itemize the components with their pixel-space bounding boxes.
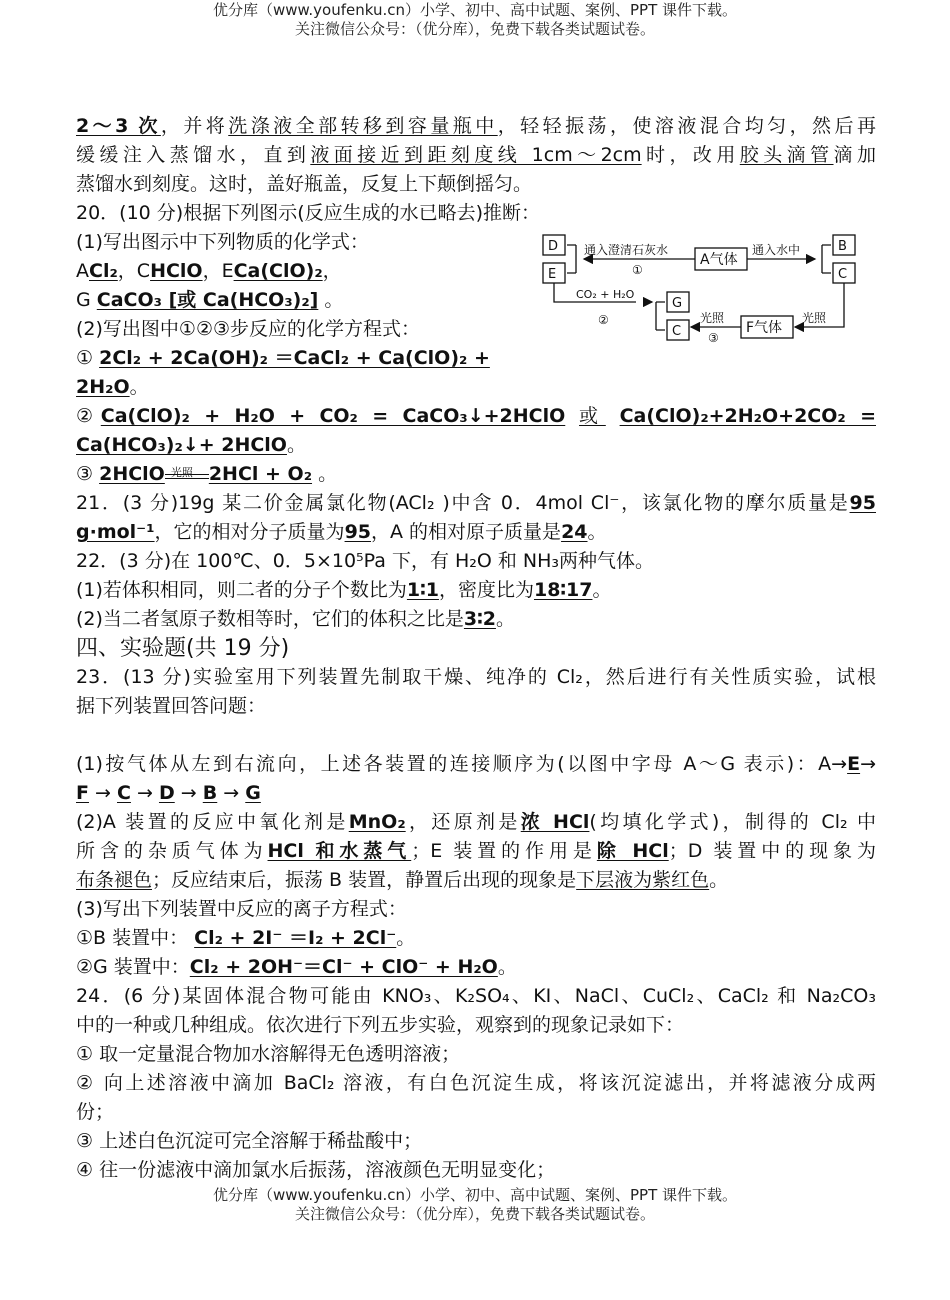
q21-line-1: [76, 489, 876, 518]
page-footer: [0, 1186, 950, 1224]
footer-line-2: 关注微信公众号：（优分库），免费下载各类试题试卷。: [294, 1205, 655, 1223]
q23-impurity: HCl 和水蒸气: [267, 840, 412, 862]
q19-line-1: [76, 112, 876, 141]
bracket-de: [567, 245, 576, 273]
q20-eq2-line-2: [76, 431, 876, 460]
q20-eq3-a: 2HClO: [99, 463, 165, 485]
q20-eq1-b: 2H₂O: [76, 376, 130, 398]
q19-text-3: 缓缓注入蒸馏水，直到: [76, 144, 311, 166]
q21-text-1: 21．(3 分)19g 某二价金属氯化物(ACl₂ )中含 0．4mol Cl⁻，该氯化物的摩尔质量是: [76, 492, 850, 514]
q23-p2d: 所含的杂质气体为: [76, 840, 268, 862]
eq-line-bottom: [165, 478, 209, 479]
q20-eq2-end: 。: [286, 434, 306, 456]
q23-p2b: ，还原剂是: [405, 811, 521, 833]
q20-label-g: G: [76, 289, 91, 311]
label-e: E: [548, 267, 557, 282]
q23-stem-2: 据下列装置回答问题：: [76, 695, 267, 717]
q20-eq2-line: [76, 402, 876, 431]
q23-b-phenomenon: 下层液为紫红色: [576, 869, 710, 891]
label-step-1: ①: [632, 263, 643, 277]
q20-answer-e: Ca(ClO)₂: [233, 260, 323, 282]
label-gas-f: F气体: [746, 320, 783, 336]
q23-e-role: 除 HCl: [596, 840, 669, 862]
q23-d-phenomenon: 布条褪色: [76, 869, 153, 891]
label-c2: C: [672, 324, 682, 339]
label-step-3: ③: [708, 331, 719, 344]
label-limewater: 通入澄清石灰水: [584, 243, 669, 257]
q23-seq-1: E: [847, 753, 861, 775]
q22-answer-2: 18∶17: [533, 579, 593, 601]
label-light-1: 光照: [700, 311, 725, 325]
label-g: G: [672, 296, 683, 311]
q21-line-2: [76, 518, 876, 547]
q20-eq2-or: 或: [579, 405, 606, 427]
q19-line-2: [76, 141, 876, 170]
q20-eq2-b: Ca(ClO)₂+2H₂O+2CO₂ =: [619, 405, 876, 427]
q20-eq1-num: ①: [76, 347, 94, 369]
q23-part3: (3)写出下列装置中反应的离子方程式：: [76, 898, 407, 920]
q20-eq3-line: [76, 460, 876, 489]
q20-eq3-num: ③: [76, 463, 94, 485]
q21-text-3: ，A 的相对原子质量是: [371, 521, 562, 543]
label-b: B: [838, 239, 847, 254]
q23-b-label: ①B 装置中：: [76, 927, 189, 949]
q22-p1-text-b: ，密度比为: [438, 579, 534, 601]
q21-answer-3: 24: [561, 521, 588, 543]
q23-g-equation: Cl₂ + 2OH⁻＝Cl⁻ + ClO⁻ + H₂O: [189, 956, 498, 978]
q23-arrow: →: [860, 753, 876, 775]
q24-step-3: ③ 上述白色沉淀可完全溶解于稀盐酸中；: [76, 1130, 423, 1152]
q22-part2: [76, 605, 876, 634]
q19-text-2: ，轻轻振荡，使溶液混合均匀，然后再: [497, 115, 876, 137]
q20-label-e: ，E: [202, 260, 234, 282]
q20-comma: ，: [322, 260, 342, 282]
label-step-2: ②: [598, 313, 609, 327]
q23-seq-3: C: [117, 782, 131, 804]
q23-sequence-line: [76, 779, 876, 808]
bracket-gc: [656, 302, 665, 330]
q23-seq-6: G: [245, 782, 261, 804]
q20-eq1-a: 2Cl₂ + 2Ca(OH)₂ ＝CaCl₂ + Ca(ClO)₂ +: [99, 347, 490, 369]
q20-eq1-end: 。: [129, 376, 149, 398]
q21-text-2: ，它的相对分子质量为: [154, 521, 345, 543]
q23-p2e: ；E 装置的作用是: [411, 840, 597, 862]
q23-arrow: →: [180, 782, 197, 804]
q24-stem-1: 24．(6 分)某固体混合物可能由 KNO₃、K₂SO₄、KI、NaCl、CuCl₂、CaCl₂ 和 Na₂CO₃: [76, 985, 876, 1007]
q22-answer-1: 1∶1: [406, 579, 439, 601]
q20-eq3-condition: 光照: [170, 465, 193, 479]
header-line-1: 优分库（www.youfenku.cn）小学、初中、高中试题、案例、PPT 课件下载。: [212, 1, 738, 19]
q19-answer-3: 液面接近到距刻度线 1cm～2cm: [310, 144, 642, 166]
q24-stem-2: 中的一种或几种组成。依次进行下列五步实验，观察到的现象记录如下：: [76, 1014, 685, 1036]
q23-p2c: (均填化学式)，制得的 Cl₂ 中: [589, 811, 876, 833]
q23-g-equation-line: [76, 953, 876, 982]
label-light-2: 光照: [802, 311, 827, 325]
label-gas-a: A气体: [700, 252, 738, 268]
q23-apparatus-placeholder: [76, 721, 876, 750]
q20-eq1-line: [76, 344, 876, 373]
q22-p1-text: (1)若体积相同，则二者的分子个数比为: [76, 579, 407, 601]
q19-answer-4: 胶头滴管: [739, 144, 834, 166]
q23-seq-5: B: [202, 782, 218, 804]
q23-p1-text: (1)按气体从左到右流向，上述各装置的连接顺序为(以图中字母 A～G 表示)：A→: [76, 753, 848, 775]
q20-part2: (2)写出图中①②③步反应的化学方程式：: [76, 318, 421, 340]
q20-eq3-b: 2HCl + O₂: [208, 463, 313, 485]
q21-text-4: 。: [587, 521, 607, 543]
q23-part2-line-2: [76, 837, 876, 866]
label-water: 通入水中: [752, 243, 801, 257]
q22-p2-text: (2)当二者氢原子数相等时，它们的体积之比是: [76, 608, 464, 630]
q20-answer-c: HClO: [150, 260, 203, 282]
q23-arrow: →: [223, 782, 240, 804]
q22-answer-3: 3∶2: [463, 608, 496, 630]
q23-p2h: 。: [709, 869, 729, 891]
q22-p1-end: 。: [592, 579, 612, 601]
eq-line-top: [165, 474, 209, 475]
label-co2-h2o: CO₂ + H₂O: [576, 288, 635, 301]
q20-answer-g: CaCO₃ [或 Ca(HCO₃)₂]: [96, 289, 319, 311]
q20-stem: 20．(10 分)根据下列图示(反应生成的水已略去)推断：: [76, 202, 541, 224]
q23-part1-line: [76, 750, 876, 779]
q20-eq2-num: ②: [76, 405, 101, 427]
q22-part1: [76, 576, 876, 605]
q20-label-a: A: [76, 260, 89, 282]
q19-answer-2: 洗涤液全部转移到容量瓶中: [228, 115, 498, 137]
q23-g-end: 。: [497, 956, 517, 978]
q20-answer-a: Cl₂: [89, 260, 118, 282]
q19-answer-1: 2～3 次: [76, 115, 161, 137]
q22-p2-end: 。: [495, 608, 515, 630]
q21-answer-1: 95: [849, 492, 876, 514]
q23-arrow: →: [137, 782, 153, 804]
q20-eq2-a: Ca(ClO)₂ + H₂O + CO₂ = CaCO₃↓+2HClO: [100, 405, 566, 427]
q19-line-3: 蒸馏水到刻度。这时，盖好瓶盖，反复上下颠倒摇匀。: [76, 173, 533, 195]
q23-b-equation: Cl₂ + 2I⁻ ＝I₂ + 2Cl⁻: [194, 927, 397, 949]
q20-period: 。: [324, 289, 344, 311]
q23-reductant: 浓 HCl: [520, 811, 590, 833]
q24-step-2: ② 向上述溶液中滴加 BaCl₂ 溶液，有白色沉淀生成，将该沉淀滤出，并将滤液分成两: [76, 1072, 876, 1094]
q23-seq-4: D: [158, 782, 175, 804]
q19-text-4: 时，改用: [641, 144, 740, 166]
label-d: D: [548, 239, 559, 254]
bracket-bc: [822, 245, 831, 273]
label-c: C: [838, 267, 848, 282]
q23-seq-2: F: [76, 782, 89, 804]
q23-b-end: 。: [396, 927, 416, 949]
q20-eq3-end: 。: [318, 463, 338, 485]
q23-part2-line-1: [76, 808, 876, 837]
q20-part1: (1)写出图示中下列物质的化学式：: [76, 231, 369, 253]
q23-part2-line-3: [76, 866, 876, 895]
q19-text-1: ，并将: [160, 115, 229, 137]
q23-stem-1: 23．(13 分)实验室用下列装置先制取干燥、纯净的 Cl₂，然后进行有关性质实验，试根: [76, 666, 876, 688]
q23-arrow: →: [95, 782, 111, 804]
q19-text-5: 滴加: [833, 144, 876, 166]
q20-flow-diagram: [540, 232, 860, 344]
section-4-title: 四、实验题(共 19 分): [76, 636, 290, 661]
q23-p2a: (2)A 装置的反应中氧化剂是: [76, 811, 349, 833]
q23-g-label: ②G 装置中：: [76, 956, 190, 978]
q23-b-equation-line: [76, 924, 876, 953]
page-header: [0, 1, 950, 39]
light-condition-arrow: [165, 465, 209, 485]
q21-answer-1-unit: g·mol⁻¹: [76, 521, 155, 543]
q23-p2g: ；反应结束后，振荡 B 装置，静置后出现的现象是: [152, 869, 577, 891]
q24-step-4: ④ 往一份滤液中滴加氯水后振荡，溶液颜色无明显变化；: [76, 1159, 556, 1181]
q23-p2f: ；D 装置中的现象为: [668, 840, 876, 862]
q22-stem: 22．(3 分)在 100℃、0．5×10⁵Pa 下，有 H₂O 和 NH₃两种气体。: [76, 550, 655, 572]
q21-answer-2: 95: [344, 521, 372, 543]
q20-label-c: ，C: [117, 260, 151, 282]
q23-oxidant: MnO₂: [348, 811, 406, 833]
q20-eq1-line-2: [76, 373, 876, 402]
q24-step-2-cont: 份；: [76, 1101, 115, 1123]
q24-step-1: ① 取一定量混合物加水溶解得无色透明溶液；: [76, 1043, 461, 1065]
footer-line-1: 优分库（www.youfenku.cn）小学、初中、高中试题、案例、PPT 课件下载。: [212, 1186, 738, 1204]
q20-eq2-c: Ca(HCO₃)₂↓+ 2HClO: [76, 434, 287, 456]
header-line-2: 关注微信公众号：（优分库），免费下载各类试题试卷。: [294, 20, 655, 38]
